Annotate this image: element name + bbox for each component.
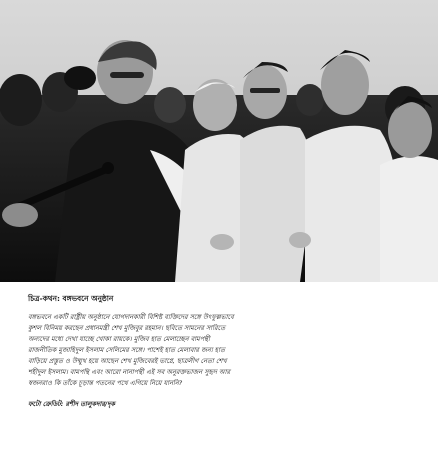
caption-line: রাজনীতিক মুজাহিদুল ইসলাম সেলিমের সঙ্গে। পাশেই হাত মেলাবার জন্য হাত: [28, 345, 225, 354]
caption-line: বাড়িয়ে প্রস্তুত ও উন্মুখ হয়ে আছেন শেখ মুজিবেরই ভাগ্নে, ছাত্রলীগ নেতা শেখ: [28, 356, 227, 365]
caption-line: বঙ্গভবনে একটি রাষ্ট্রীয় অনুষ্ঠানে যোগদানকারী বিশিষ্ট ব্যক্তিদের সঙ্গে উৎফুল্লভাবে: [28, 312, 234, 321]
photo-credit: ফটো ক্রেডিট: রশীদ তালুকদার/দৃক: [28, 399, 116, 408]
caption-body: [28, 312, 406, 389]
caption-line: স্বজনরাও কি তাঁকে চূড়ান্ত পতনের পথে এগিয়ে নিয়ে যাননি?: [28, 378, 183, 387]
caption-line: শহীদুল ইসলাম। বামপন্থি এবং আরো নানাপন্থী এই সব অনুরক্তভাজন সুহৃদ আর: [28, 367, 231, 376]
caption-line: অন্যদের মধ্যে দেখা যাচ্ছে খোকা রায়কে। মুজিব হাত মেলাচ্ছেন বামপন্থী: [28, 334, 210, 343]
caption-line: কুশল বিনিময় করছেন প্রধানমন্ত্রী শেখ মুজিবুর রহমান। ছবিতে সামনের সারিতে: [28, 323, 226, 332]
caption-title: চিত্র-কথন: বঙ্গভবনে অনুষ্ঠান: [28, 294, 114, 303]
photo-caption: [28, 295, 406, 410]
